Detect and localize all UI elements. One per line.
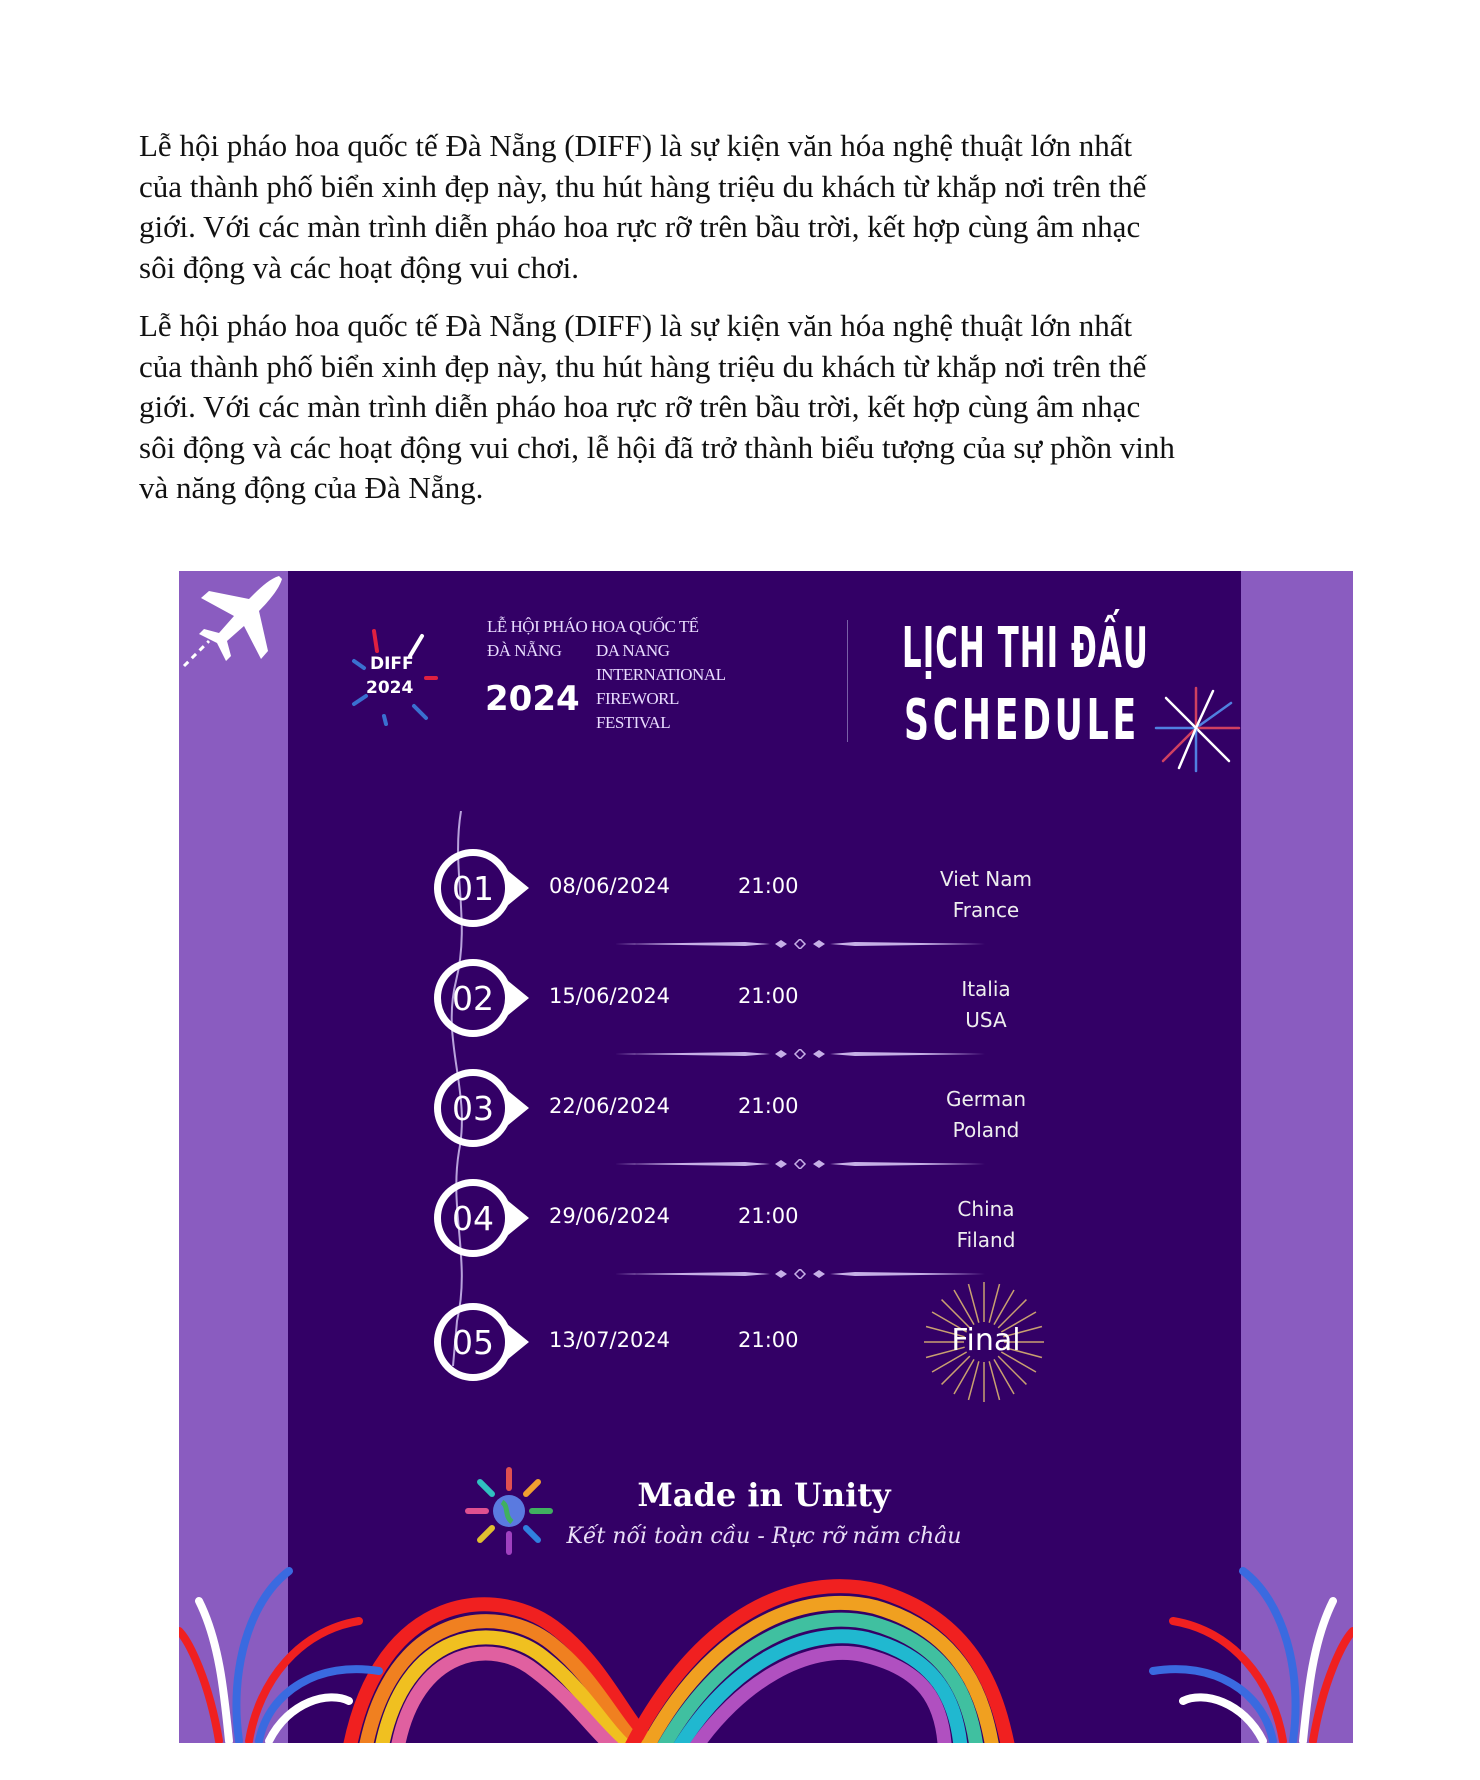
match-time: 21:00 [738,874,799,898]
team-name: Viet Nam [939,867,1032,891]
text-line: Lễ hội pháo hoa quốc tế Đà Nẵng (DIFF) là sự kiện văn hóa nghệ thuật lớn nhất [139,128,1133,163]
firework-right-graphic [1133,1521,1353,1743]
text-line: của thành phố biển xinh đẹp này, thu hút hàng triệu du khách từ khắp nơi trên thế [139,168,1147,204]
slogan-text: Made in Unity [637,1476,891,1514]
match-time: 21:00 [738,1094,799,1118]
text-line: sôi động và các hoạt động vui chơi. [139,249,579,285]
text-line: giới. Với các màn trình diễn pháo hoa rực rỡ trên bầu trời, kết hợp cùng âm nhạc [139,389,1141,424]
firework-icon [1151,683,1241,773]
firework-burst-icon [344,626,444,726]
airplane-icon [179,571,289,671]
team-name: USA [965,1008,1007,1032]
match-date: 15/06/2024 [549,984,671,1008]
round-number: 03 [452,1088,494,1128]
team-name: German [945,1087,1027,1111]
festival-title-vn: LỄ HỘI PHÁO HOA QUỐC TẾ [487,617,699,636]
round-number: 04 [452,1198,494,1238]
tagline: Kết nối toàn cầu - Rực rỡ năm châu [566,1524,962,1549]
logo-text-diff: DIFF [370,654,414,674]
text-line: Lễ hội pháo hoa quốc tế Đà Nẵng (DIFF) là sự kiện văn hóa nghệ thuật lớn nhất [139,308,1133,343]
schedule-poster-image [179,571,1353,1743]
match-date: 08/06/2024 [549,874,671,898]
team-name: Filand [956,1228,1016,1252]
header-divider [847,620,848,742]
paragraph-2 [139,306,1175,509]
festival-year: 2024 [485,679,580,719]
round-number-badge [434,1179,512,1257]
match-time: 21:00 [738,1204,799,1228]
match-teams [886,864,1086,926]
round-number-badge [434,1303,512,1381]
text-line: của thành phố biển xinh đẹp này, thu hút hàng triệu du khách từ khắp nơi trên thế [139,348,1147,384]
title-vn: LỊCH THI ĐẤU [902,616,1150,681]
text-line: sôi động và các hoạt động vui chơi, lễ hội đã trở thành biểu tượng của sự phồn vinh [139,429,1175,465]
match-date: 22/06/2024 [549,1094,671,1118]
team-name: China [957,1197,1015,1221]
final-label: Final [951,1323,1021,1358]
team-name: Italia [961,977,1011,1001]
round-number-badge [434,849,512,927]
round-number: 05 [452,1322,494,1362]
festival-name-en [596,639,725,735]
diff-logo [344,626,444,726]
festival-en-line: FIREWORL [596,689,679,708]
match-teams [886,1194,1086,1256]
match-time: 21:00 [738,1328,799,1352]
firework-left-graphic [179,1521,399,1743]
title-en: SCHEDULE [904,688,1140,753]
round-number-badge [434,959,512,1037]
match-date: 29/06/2024 [549,1204,671,1228]
match-teams [886,1084,1086,1146]
text-line: và năng động của Đà Nẵng. [139,470,484,505]
row-divider [615,1049,985,1059]
team-name: France [952,898,1020,922]
festival-en-line: DA NANG [596,641,670,660]
match-time: 21:00 [738,984,799,1008]
paragraph-1 [139,126,1146,288]
match-teams [886,974,1086,1036]
team-name: Poland [952,1118,1020,1142]
logo-text-year: 2024 [366,678,414,698]
festival-en-line: INTERNATIONAL [596,665,726,684]
round-number: 02 [452,978,494,1018]
round-number-badge [434,1069,512,1147]
row-divider [615,939,985,949]
match-date: 13/07/2024 [549,1328,671,1352]
round-number: 01 [452,868,494,908]
festival-city-vn: ĐÀ NẴNG [487,641,562,660]
row-divider [615,1159,985,1169]
festival-en-line: FESTIVAL [596,713,671,732]
text-line: giới. Với các màn trình diễn pháo hoa rực rỡ trên bầu trời, kết hợp cùng âm nhạc [139,209,1141,244]
